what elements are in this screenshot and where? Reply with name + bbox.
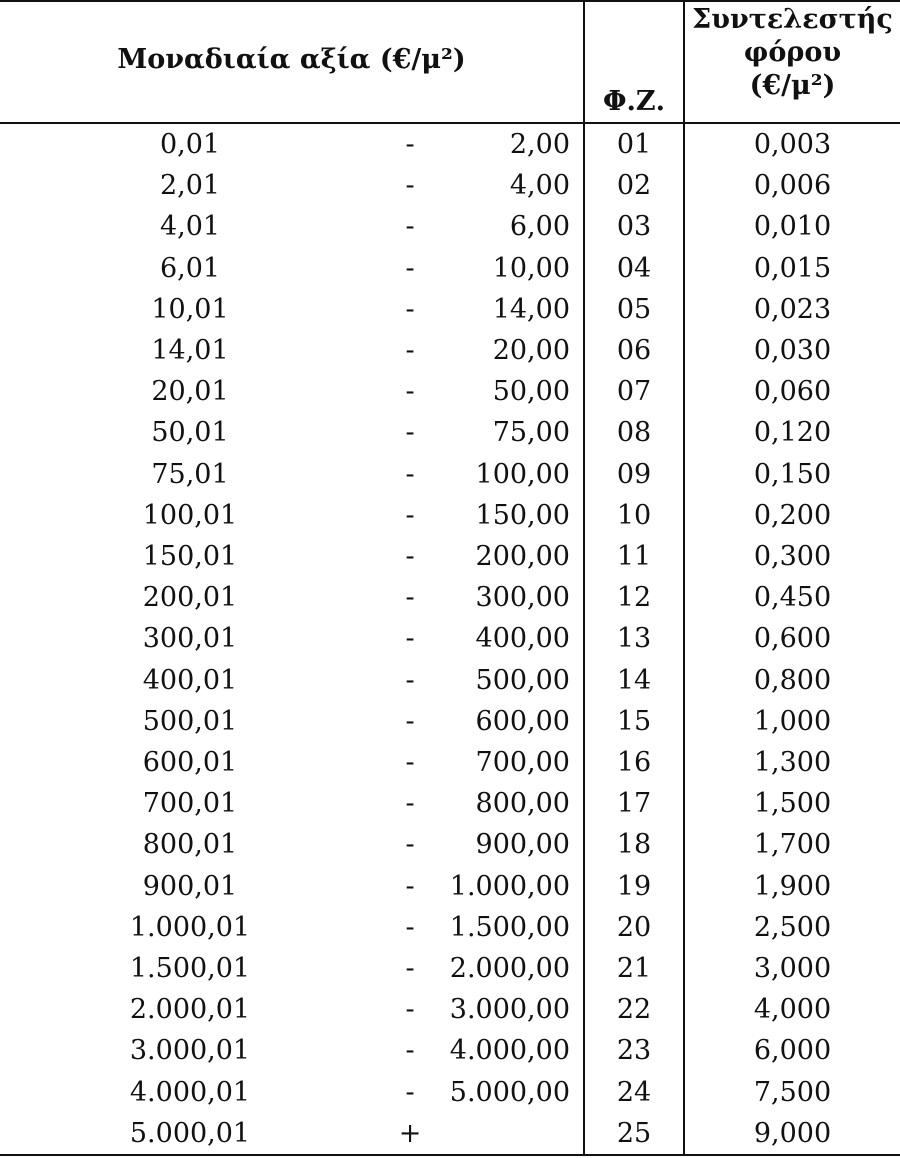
value-to: 75,00 bbox=[492, 417, 570, 449]
tax-zone: 16 bbox=[616, 747, 652, 779]
tax-rate: 0,006 bbox=[753, 170, 832, 202]
value-to: 500,00 bbox=[475, 664, 570, 696]
value-to: 3.000,00 bbox=[449, 994, 570, 1026]
tax-rate: 0,600 bbox=[753, 623, 832, 655]
tax-zone: 05 bbox=[616, 293, 652, 325]
value-to: 200,00 bbox=[475, 541, 570, 573]
header-unit-value: Μοναδιαία αξία (€/μ²) bbox=[117, 44, 466, 75]
table-row bbox=[0, 165, 900, 206]
table-row bbox=[0, 701, 900, 742]
tax-rate: 0,060 bbox=[753, 376, 832, 408]
range-separator: - bbox=[405, 1035, 415, 1067]
tax-zone: 08 bbox=[616, 417, 652, 449]
value-from: 2.000,01 bbox=[129, 994, 251, 1026]
tax-zone: 07 bbox=[616, 376, 652, 408]
value-from: 1.500,01 bbox=[129, 953, 251, 985]
value-from: 800,01 bbox=[142, 829, 238, 861]
value-to: 800,00 bbox=[475, 788, 570, 820]
tax-zone: 14 bbox=[616, 664, 652, 696]
range-separator: - bbox=[405, 747, 415, 779]
table-row bbox=[0, 660, 900, 701]
range-separator: - bbox=[405, 129, 415, 160]
range-separator: - bbox=[405, 293, 415, 325]
table-row bbox=[0, 412, 900, 453]
value-to: 10,00 bbox=[492, 252, 570, 284]
range-separator: - bbox=[405, 582, 415, 614]
range-separator: - bbox=[405, 252, 415, 284]
tax-zone: 11 bbox=[616, 541, 652, 573]
value-from: 75,01 bbox=[151, 458, 229, 490]
value-to: 1.000,00 bbox=[449, 870, 570, 902]
tax-zone: 18 bbox=[616, 829, 652, 861]
value-to: 20,00 bbox=[492, 335, 570, 367]
tax-rate: 0,023 bbox=[753, 293, 832, 325]
range-separator: - bbox=[405, 541, 415, 573]
range-separator: - bbox=[405, 664, 415, 696]
range-separator: - bbox=[405, 953, 415, 985]
tax-zone: 23 bbox=[616, 1035, 652, 1067]
tax-zone: 04 bbox=[616, 252, 652, 284]
value-from: 10,01 bbox=[151, 293, 229, 325]
table-row bbox=[0, 248, 900, 289]
table-row bbox=[0, 866, 900, 907]
tax-rate: 6,000 bbox=[753, 1035, 832, 1067]
tax-zone: 19 bbox=[616, 870, 652, 902]
table-row bbox=[0, 454, 900, 495]
tax-zone: 24 bbox=[616, 1076, 652, 1108]
value-from: 100,01 bbox=[142, 499, 238, 531]
value-from: 0,01 bbox=[159, 129, 221, 160]
value-to: 100,00 bbox=[475, 458, 570, 490]
tax-zone: 22 bbox=[616, 994, 652, 1026]
tax-zone: 25 bbox=[616, 1117, 652, 1149]
tax-zone: 06 bbox=[616, 335, 652, 367]
value-from: 4.000,01 bbox=[129, 1076, 251, 1108]
table-bottom-rule bbox=[0, 1154, 900, 1156]
tax-rate: 1,300 bbox=[753, 747, 832, 779]
table-row bbox=[0, 495, 900, 536]
header-tax-rate-line3: (€/μ²) bbox=[749, 69, 836, 101]
table-row bbox=[0, 618, 900, 659]
value-from: 500,01 bbox=[142, 705, 238, 737]
value-from: 3.000,01 bbox=[129, 1035, 251, 1067]
value-from: 700,01 bbox=[142, 788, 238, 820]
value-to: 600,00 bbox=[475, 705, 570, 737]
table-row bbox=[0, 907, 900, 948]
table-row bbox=[0, 1113, 900, 1154]
tax-zone: 13 bbox=[616, 623, 652, 655]
table-row bbox=[0, 330, 900, 371]
range-separator: - bbox=[405, 499, 415, 531]
value-from: 6,01 bbox=[159, 252, 221, 284]
value-from: 4,01 bbox=[159, 211, 221, 243]
table-row bbox=[0, 824, 900, 865]
value-to: 14,00 bbox=[492, 293, 570, 325]
range-separator: + bbox=[398, 1117, 422, 1149]
value-from: 600,01 bbox=[142, 747, 238, 779]
tax-zone: 15 bbox=[616, 705, 652, 737]
tax-rate: 0,450 bbox=[753, 582, 832, 614]
tax-zone: 02 bbox=[616, 170, 652, 202]
value-to: 5.000,00 bbox=[449, 1076, 570, 1108]
header-tax-rate-line2: φόρου bbox=[743, 36, 842, 68]
table-row bbox=[0, 948, 900, 989]
value-to: 1.500,00 bbox=[449, 911, 570, 943]
tax-zone: 21 bbox=[616, 953, 652, 985]
range-separator: - bbox=[405, 994, 415, 1026]
range-separator: - bbox=[405, 1076, 415, 1108]
value-to: 900,00 bbox=[475, 829, 570, 861]
value-from: 200,01 bbox=[142, 582, 238, 614]
table-row bbox=[0, 1072, 900, 1113]
value-from: 5.000,01 bbox=[129, 1117, 251, 1149]
tax-rate: 4,000 bbox=[753, 994, 832, 1026]
tax-zone: 03 bbox=[616, 211, 652, 243]
tax-zone: 10 bbox=[616, 499, 652, 531]
value-from: 20,01 bbox=[151, 376, 229, 408]
tax-rate: 0,200 bbox=[753, 499, 832, 531]
table-row bbox=[0, 742, 900, 783]
range-separator: - bbox=[405, 911, 415, 943]
table-row bbox=[0, 577, 900, 618]
value-to: 150,00 bbox=[475, 499, 570, 531]
value-to: 400,00 bbox=[475, 623, 570, 655]
tax-rate: 0,030 bbox=[753, 335, 832, 367]
tax-rate: 0,150 bbox=[753, 458, 832, 490]
value-from: 1.000,01 bbox=[129, 911, 251, 943]
tax-zone: 12 bbox=[616, 582, 652, 614]
value-from: 300,01 bbox=[142, 623, 238, 655]
tax-rate: 0,003 bbox=[753, 129, 832, 160]
tax-rate: 1,000 bbox=[753, 705, 832, 737]
range-separator: - bbox=[405, 376, 415, 408]
tax-rate: 3,000 bbox=[753, 953, 832, 985]
value-from: 150,01 bbox=[142, 541, 238, 573]
range-separator: - bbox=[405, 829, 415, 861]
value-to: 4,00 bbox=[509, 170, 570, 202]
value-from: 400,01 bbox=[142, 664, 238, 696]
tax-rate: 7,500 bbox=[753, 1076, 832, 1108]
table-row bbox=[0, 371, 900, 412]
value-to: 2,00 bbox=[509, 129, 570, 160]
tax-rate: 0,010 bbox=[753, 211, 832, 243]
header-tax-zone: Φ.Ζ. bbox=[602, 86, 666, 117]
tax-rate: 2,500 bbox=[753, 911, 832, 943]
range-separator: - bbox=[405, 705, 415, 737]
table-row bbox=[0, 989, 900, 1030]
range-separator: - bbox=[405, 211, 415, 243]
value-to: 300,00 bbox=[475, 582, 570, 614]
table-row bbox=[0, 1030, 900, 1071]
header-tax-rate bbox=[685, 4, 900, 103]
table-row bbox=[0, 536, 900, 577]
value-from: 14,01 bbox=[151, 335, 229, 367]
value-to: 4.000,00 bbox=[449, 1035, 570, 1067]
tax-rate: 0,015 bbox=[753, 252, 832, 284]
value-to: 700,00 bbox=[475, 747, 570, 779]
value-from: 900,01 bbox=[142, 870, 238, 902]
tax-rate: 1,500 bbox=[753, 788, 832, 820]
table-row bbox=[0, 783, 900, 824]
table-top-rule bbox=[0, 0, 900, 2]
value-to: 2.000,00 bbox=[449, 953, 570, 985]
range-separator: - bbox=[405, 335, 415, 367]
tax-rate: 9,000 bbox=[753, 1117, 832, 1149]
range-separator: - bbox=[405, 870, 415, 902]
range-separator: - bbox=[405, 170, 415, 202]
tax-rate: 1,700 bbox=[753, 829, 832, 861]
tax-zone: 20 bbox=[616, 911, 652, 943]
table-body bbox=[0, 124, 900, 1154]
tax-zone: 09 bbox=[616, 458, 652, 490]
value-to: 50,00 bbox=[492, 376, 570, 408]
tax-rate: 0,300 bbox=[753, 541, 832, 573]
table-row bbox=[0, 289, 900, 330]
value-to: 6,00 bbox=[509, 211, 570, 243]
table-row bbox=[0, 124, 900, 165]
table-row bbox=[0, 206, 900, 247]
range-separator: - bbox=[405, 417, 415, 449]
tax-rate: 0,120 bbox=[753, 417, 832, 449]
tax-rate: 1,900 bbox=[753, 870, 832, 902]
header-tax-rate-line1: Συντελεστής bbox=[692, 4, 893, 35]
tax-zone: 17 bbox=[616, 788, 652, 820]
tax-rate: 0,800 bbox=[753, 664, 832, 696]
range-separator: - bbox=[405, 458, 415, 490]
tax-zone: 01 bbox=[616, 129, 652, 160]
range-separator: - bbox=[405, 788, 415, 820]
value-from: 50,01 bbox=[151, 417, 229, 449]
range-separator: - bbox=[405, 623, 415, 655]
value-from: 2,01 bbox=[159, 170, 221, 202]
